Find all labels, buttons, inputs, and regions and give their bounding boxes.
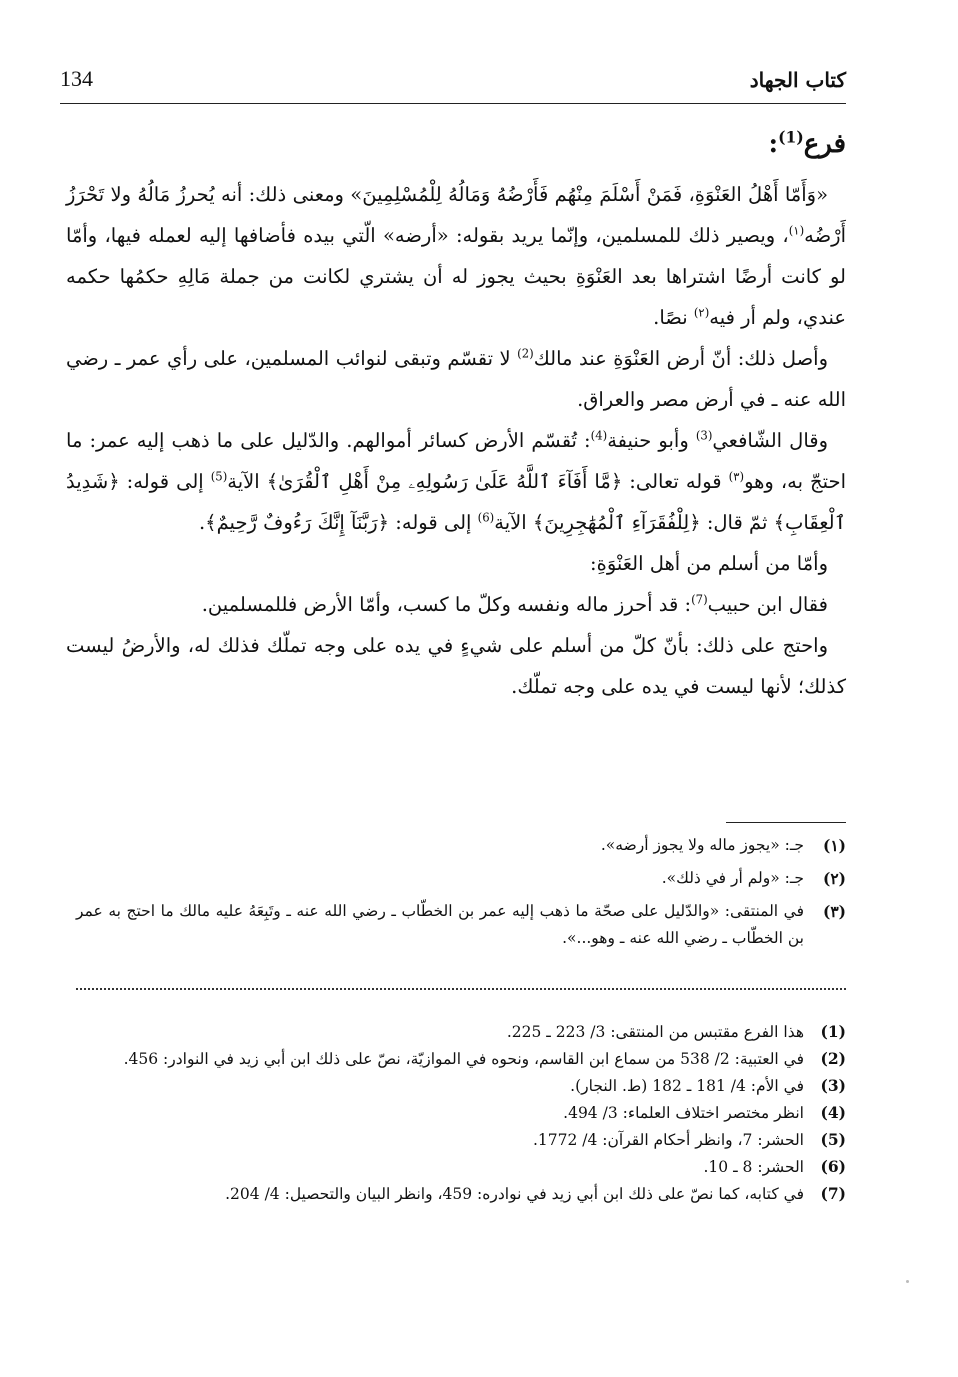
footnote-mark: (6) [820, 1157, 846, 1176]
footnote-ref: (6) [477, 510, 495, 525]
text-run: : تُقسّم الأرض كسائر أموالهم. والدّليل على ما ذهب إليه عمر: ما احتجّ به، وهو [66, 429, 847, 493]
section-title: فرع [803, 129, 846, 159]
paragraph-1 [66, 174, 846, 338]
footnote [76, 1155, 846, 1179]
section-heading [66, 118, 846, 170]
scan-speck [906, 1280, 909, 1283]
text-run: فقال ابن حبيب [707, 593, 828, 616]
text-run: إلى قوله: ﴿رَبَّنَآ إِنَّكَ رَءُوفٌ رَّحِيمٌ﴾. [198, 511, 478, 534]
footnote-mark: (4) [820, 1103, 846, 1122]
footnote-ref: (3) [695, 428, 713, 443]
text-run: ، ويصير ذلك للمسلمين، وإنّما يريد بقوله: «أرضه» الّتي بيده فأضافها إليه لعمله فيها، وأمّا لو كانت أرضًا اشتراها بعد العَنْوَةِ بحيث يجوز له أن يشتري لكانت من جملة مَالِهِ حكمُها حكمه عندي، ولم أر فيه [66, 224, 846, 329]
main-text [66, 118, 846, 707]
header-rule [60, 103, 846, 104]
footnote-ref: (١) [788, 223, 805, 238]
page-header [60, 62, 846, 102]
footnote-ref: (7) [691, 592, 708, 607]
footnote [76, 832, 846, 859]
footnote [76, 1128, 846, 1152]
text-run: وأبو حنيفة [607, 429, 696, 452]
page-number: 134 [60, 66, 93, 91]
footnote-mark: (1) [820, 1022, 846, 1041]
footnote-mark: (١) [822, 836, 846, 855]
footnote-text: جـ: «ولم أر في ذلك». [661, 869, 804, 887]
footnote-text: في الأم: 4/ 181 ـ 182 (ط. النجار). [570, 1077, 804, 1095]
section-colon: : [768, 129, 779, 159]
footnote-mark: (5) [820, 1130, 846, 1149]
text-run: وقال الشّافعي [712, 429, 829, 452]
footnote-ref: (5) [210, 469, 228, 484]
footnote-text: في المنتقى: «والدّليل على صحّة ما ذهب إليه عمر بن الخطّاب ـ رضي الله عنه ـ وتَبِعَهُ عليه مالك ما احتج به عمر بن الخطّاب ـ رضي الله عنه ـ وهو...». [76, 902, 804, 947]
footnote-mark: (2) [820, 1049, 846, 1068]
paragraph-2 [66, 338, 846, 420]
footnote [76, 898, 846, 952]
paragraph-6: واحتج على ذلك: بأنّ كلّ من أسلم على شيءٍ في يده على وجه تملّك فذلك له، والأرضُ ليست كذلك؛ لأنها ليست في يده على وجه تملّك. [66, 634, 846, 698]
running-title: كتاب الجهاد [749, 68, 846, 92]
footnote [76, 1182, 846, 1206]
footnote-mark: (7) [820, 1184, 846, 1203]
footnote [76, 1101, 846, 1125]
footnote-text: هذا الفرع مقتبس من المنتقى: 3/ 223 ـ 225. [506, 1023, 804, 1041]
paragraph-5 [66, 584, 846, 625]
paragraph-3 [66, 420, 846, 543]
footnote-rule [726, 822, 846, 823]
footnote-ref: (2) [517, 346, 534, 361]
footnote-ref: (٣) [728, 469, 745, 484]
editor-footnotes [76, 832, 846, 958]
text-run: : قد أحرز ماله ونفسه وكلّ ما كسب، وأمّا الأرض فللمسلمين. [201, 593, 692, 616]
footnote-mark: (3) [820, 1076, 846, 1095]
footnote-text: في كتابه، كما نصّ على ذلك ابن أبي زيد في نوادره: 459، وانظر البيان والتحصيل: 4/ 204. [225, 1185, 804, 1203]
footnote [76, 1074, 846, 1098]
paragraph-4: وأمّا من أسلم من أهل العَنْوَةِ: [590, 552, 828, 575]
footnote-mark: (٣) [822, 902, 846, 921]
footnote-text: الحشر: 8 ـ 10. [703, 1158, 804, 1176]
text-run: «وَأَمّا أَهْلُ العَنْوَةِ، فَمَنْ أَسْلَمَ مِنْهُم فَأَرْضُهُ وَمَالُهُ لِلْمُسْلِمِينَ» ومعنى ذلك: أنه يُحرزُ مَالُهُ ولا تَحْرَزُ أَرْضُه [66, 183, 846, 247]
footnote [76, 1020, 846, 1044]
footnote-text: الحشر: 7، وانظر أحكام القرآن: 4/ 1772. [532, 1131, 804, 1149]
footnote-ref: (4) [590, 428, 608, 443]
text-run: وأصل ذلك: أنّ أرض العَنْوَةِ عند مالك [533, 347, 828, 370]
text-run: لا تقسّم وتبقى لنوائب المسلمين، على رأي عمر ـ رضي الله عنه ـ في أرض مصر والعراق. [66, 347, 846, 411]
dotted-separator [76, 988, 846, 990]
footnote-text: جـ: «يجوز ماله ولا يجوز أرضه». [600, 836, 804, 854]
text-run: قوله تعالى: ﴿مَّا أَفَآءَ ٱللَّهُ عَلَىٰ رَسُولِهِۦ مِنْ أَهْلِ ٱلْقُرَىٰ﴾ الآية [227, 470, 729, 493]
footnote-ref: (٢) [693, 305, 710, 320]
text-run: نصًا. [653, 306, 694, 329]
footnote [76, 865, 846, 892]
footnote-ref: (1) [778, 127, 804, 147]
footnote [76, 1047, 846, 1071]
footnote-text: انظر مختصر اختلاف العلماء: 3/ 494. [563, 1104, 804, 1122]
source-footnotes [76, 1020, 846, 1209]
text-run: إلى قوله: ﴿شَدِيدُ ٱلْعِقَابِ﴾ ثمّ قال: ﴿لِلْفُقَرَآءِ ٱلْمُهَٰجِرِينَ﴾ الآية [66, 470, 846, 534]
footnote-mark: (٢) [822, 869, 846, 888]
footnote-text: في العتبية: 2/ 538 من سماع ابن القاسم، ونحوه في الموازيّة، نصّ على ذلك ابن أبي زيد في النوادر: 456. [123, 1050, 804, 1068]
